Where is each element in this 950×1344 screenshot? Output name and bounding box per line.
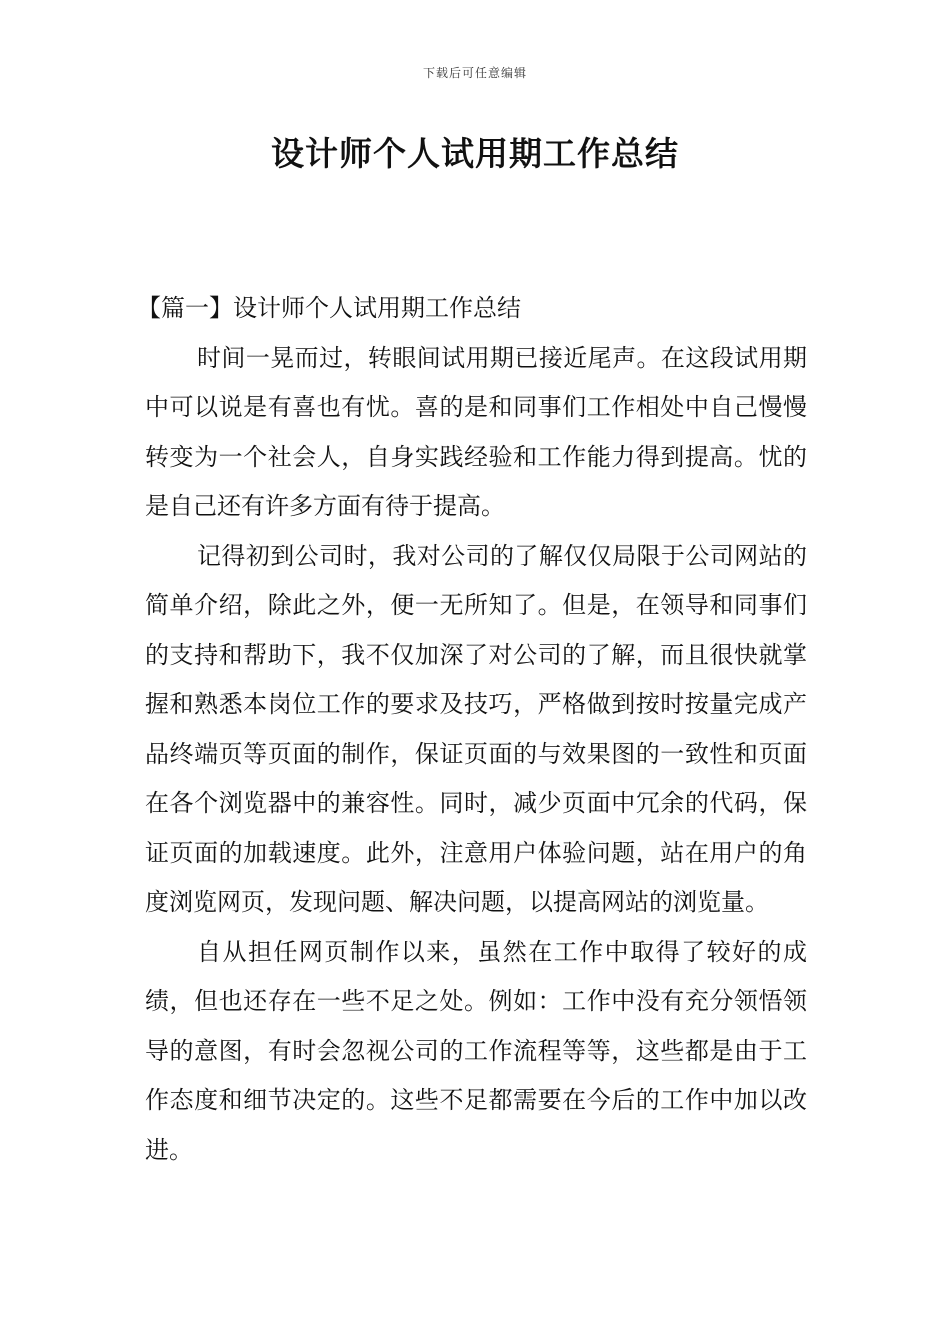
section-heading: 【篇一】设计师个人试用期工作总结 [137, 294, 521, 322]
document-body [137, 284, 807, 1175]
paragraph-1: 时间一晃而过，转眼间试用期已接近尾声。在这段试用期中可以说是有喜也有忧。喜的是和同事们工作相处中自己慢慢转变为一个社会人，自身实践经验和工作能力得到提高。忧的是自己还有许多方面有待于提高。 [145, 343, 807, 520]
header-note: 下载后可任意编辑 [422, 66, 527, 80]
document-title: 设计师个人试用期工作总结 [271, 134, 679, 173]
paragraph-2: 记得初到公司时，我对公司的了解仅仅局限于公司网站的简单介绍，除此之外，便一无所知了。但是，在领导和同事们的支持和帮助下，我不仅加深了对公司的了解，而且很快就掌握和熟悉本岗位工作的要求及技巧，严格做到按时按量完成产品终端页等页面的制作，保证页面的与效果图的一致性和页面在各个浏览器中的兼容性。同时，减少页面中冗余的代码，保证页面的加载速度。此外，注意用户体验问题，站在用户的角度浏览网页，发现问题、解决问题，以提高网站的浏览量。 [145, 541, 807, 916]
paragraph-3: 自从担任网页制作以来，虽然在工作中取得了较好的成绩，但也还存在一些不足之处。例如：工作中没有充分领悟领导的意图，有时会忽视公司的工作流程等等，这些都是由于工作态度和细节决定的。这些不足都需要在今后的工作中加以改进。 [145, 937, 807, 1164]
